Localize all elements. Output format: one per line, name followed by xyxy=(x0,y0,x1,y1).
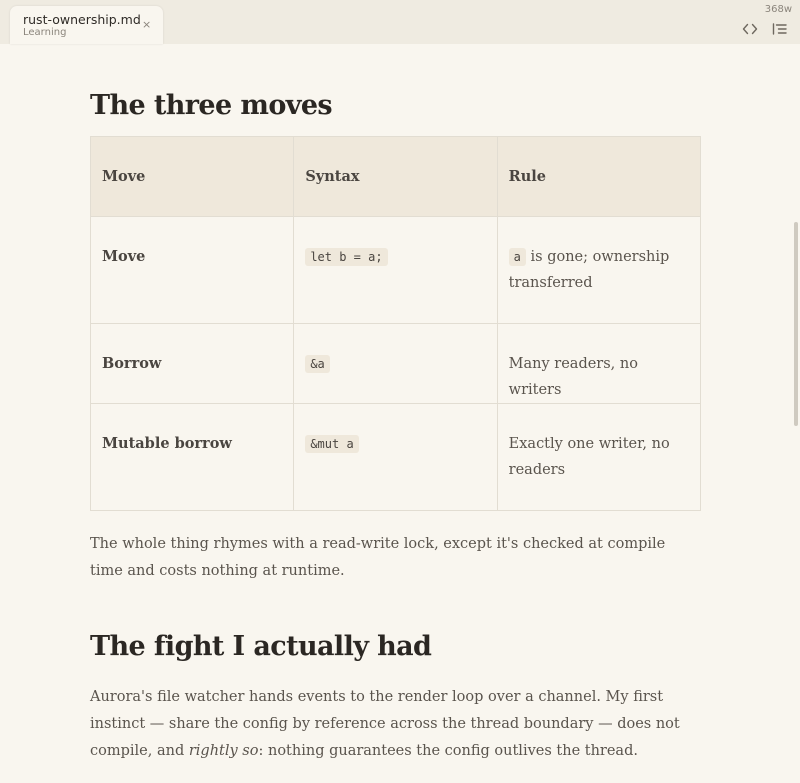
table-header-row xyxy=(91,137,701,217)
section-heading-fight: The fight I actually had xyxy=(90,631,432,662)
code-view-icon[interactable] xyxy=(741,20,759,38)
header-rule: Rule xyxy=(497,137,700,217)
cell-syntax xyxy=(294,217,497,324)
scrollbar-thumb[interactable] xyxy=(794,222,798,426)
close-icon[interactable]: × xyxy=(142,18,152,31)
inline-code: &a xyxy=(305,355,329,373)
cell-move: Mutable borrow xyxy=(91,404,294,511)
cell-move: Borrow xyxy=(91,324,294,404)
tab-title: rust-ownership.md xyxy=(23,12,141,27)
moves-table xyxy=(90,136,701,511)
cell-syntax xyxy=(294,404,497,511)
header-syntax: Syntax xyxy=(294,137,497,217)
paragraph-emphasis: rightly so xyxy=(188,743,259,759)
document-tab[interactable] xyxy=(10,6,163,44)
paragraph: The whole thing rhymes with a read-write lock, except it's checked at compile time and costs nothing at runtime. xyxy=(90,536,666,579)
header-move: Move xyxy=(91,137,294,217)
inline-code: let b = a; xyxy=(305,248,387,266)
inline-code: &mut a xyxy=(305,435,358,453)
cell-syntax xyxy=(294,324,497,404)
section-heading-three-moves: The three moves xyxy=(90,90,333,121)
title-bar xyxy=(0,0,800,44)
paragraph xyxy=(90,684,701,765)
cell-rule: Many readers, no writers xyxy=(497,324,700,404)
table-row xyxy=(91,404,701,511)
rule-text: is gone; ownership transferred xyxy=(508,249,670,291)
tab-subtitle: Learning xyxy=(23,27,67,38)
table-row xyxy=(91,324,701,404)
outline-icon[interactable] xyxy=(771,20,789,38)
cell-rule xyxy=(497,217,700,324)
word-count: 368w xyxy=(764,4,792,15)
inline-code: a xyxy=(509,248,526,266)
cell-rule: Exactly one writer, no readers xyxy=(497,404,700,511)
table-row xyxy=(91,217,701,324)
cell-move: Move xyxy=(91,217,294,324)
paragraph-text: : nothing guarantees the config outlives the thread. xyxy=(258,743,638,759)
paragraph-text: Aurora's file watcher hands events to the render loop over a channel. My first instinct — share the config by reference across the thread boundary — does not compile, and xyxy=(90,689,680,759)
